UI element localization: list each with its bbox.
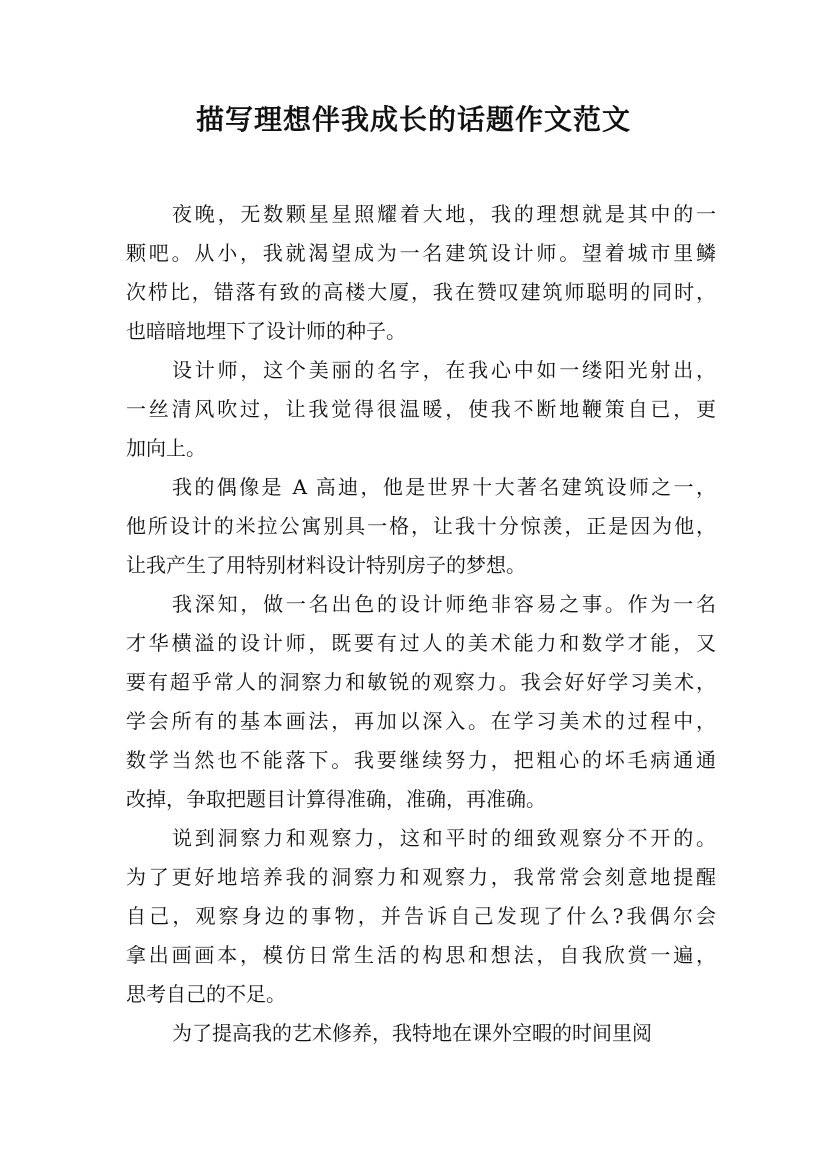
paragraph-2-line-3: 加向上。 [126, 436, 206, 460]
paragraph-4-line-3: 要有超乎常人的洞察力和敏锐的观察力。我会好好学习美术， [126, 670, 716, 694]
paragraph-1-line-4: 也暗暗地埋下了设计师的种子。 [126, 319, 406, 343]
paragraph-2-line-2: 一丝清风吹过，让我觉得很温暖，使我不断地鞭策自已，更 [126, 397, 716, 421]
paragraph-5-line-4: 拿出画画本，模仿日常生活的构思和想法，自我欣赏一遍， [126, 943, 716, 967]
paragraph-5-line-1: 说到洞察力和观察力，这和平时的细致观察分不开的。 [172, 826, 716, 850]
paragraph-1-line-2: 颗吧。从小，我就渴望成为一名建筑设计师。望着城市里鳞 [126, 241, 716, 265]
paragraph-4-line-6: 改掉，争取把题目计算得准确，准确，再准确。 [126, 787, 546, 811]
paragraph-5-line-2: 为了更好地培养我的洞察力和观察力，我常常会刻意地提醒 [126, 865, 716, 889]
paragraph-3-line-2: 他所设计的米拉公寓别具一格，让我十分惊羡，正是因为他， [126, 514, 716, 538]
paragraph-1-line-1: 夜晚，无数颗星星照耀着大地，我的理想就是其中的一 [172, 202, 716, 226]
paragraph-4-line-1: 我深知，做一名出色的设计师绝非容易之事。作为一名 [172, 592, 716, 616]
paragraph-3-line-1: 我的偶像是 A 高迪，他是世界十大著名建筑设师之一， [172, 475, 716, 499]
paragraph-4-line-4: 学会所有的基本画法，再加以深入。在学习美术的过程中， [126, 709, 716, 733]
paragraph-4-line-2: 才华横溢的设计师，既要有过人的美术能力和数学才能，又 [126, 631, 716, 655]
paragraph-5-line-5: 思考自己的不足。 [126, 982, 286, 1006]
paragraph-4-line-5: 数学当然也不能落下。我要继续努力，把粗心的坏毛病通通 [126, 748, 716, 772]
document-title: 描写理想伴我成长的话题作文范文 [195, 103, 631, 136]
paragraph-5-line-3: 自己，观察身边的事物，并告诉自己发现了什么?我偶尔会 [126, 904, 716, 928]
paragraph-3-line-3: 让我产生了用特别材料设计特别房子的梦想。 [126, 553, 526, 577]
paragraph-1-line-3: 次栉比，错落有致的高楼大厦，我在赞叹建筑师聪明的同时， [126, 280, 716, 304]
paragraph-6-line-1: 为了提高我的艺术修养，我特地在课外空暇的时间里阅 [172, 1021, 652, 1045]
document-body [126, 195, 716, 1053]
paragraph-2-line-1: 设计师，这个美丽的名字，在我心中如一缕阳光射出， [172, 358, 716, 382]
